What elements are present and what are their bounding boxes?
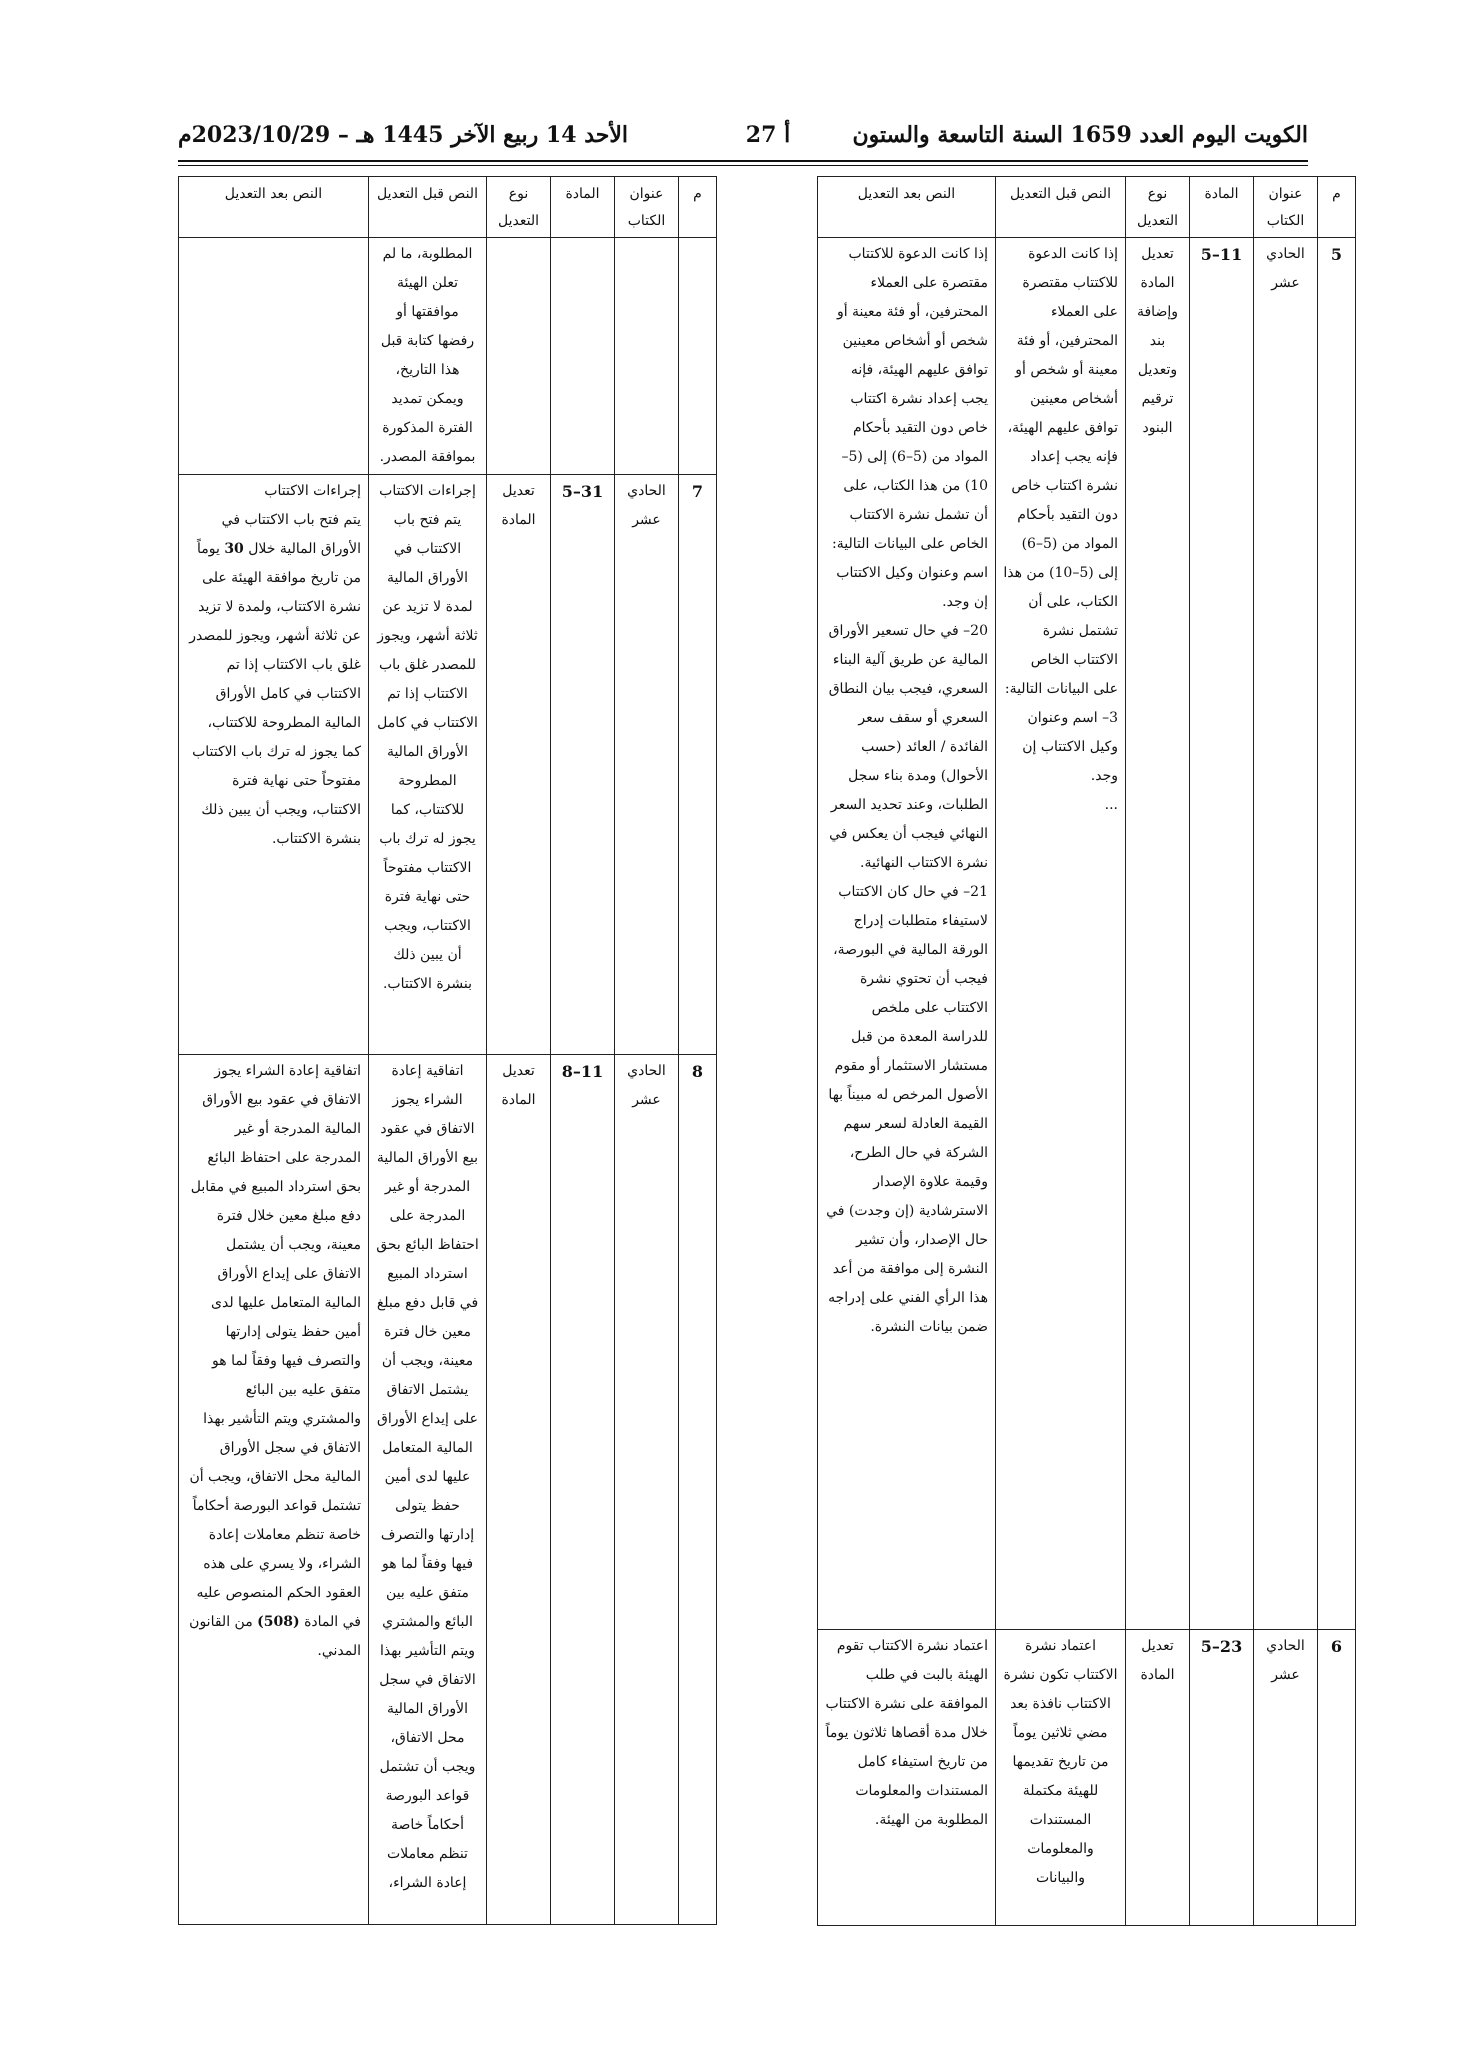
text-before: إجراءات الاكتتاب يتم فتح باب الاكتتاب في الأوراق المالية لمدة لا تزيد عن ثلاثة أشهر، ويجوز للمصدر غلق باب الاكتتاب إذا تم الاكتتاب في كامل الأوراق المالية المطروحة للاكتتاب، كما يجوز له ترك باب الاكتتاب مفتوحاً حتى نهاية فترة الاكتتاب، ويجب أن يبين ذلك بنشرة الاكتتاب.: [369, 475, 487, 1055]
book-title: الحادي عشر: [1254, 238, 1318, 1630]
page-number: أ 27: [745, 122, 791, 148]
article-number: 5–11: [1190, 238, 1254, 1630]
text-after-body-cont: يوماً من تاريخ موافقة الهيئة على نشرة الاكتتاب، ولمدة لا تزيد عن ثلاثة أشهر، ويجوز للمصدر غلق باب الاكتتاب إذا تم الاكتتاب في كامل الأوراق المالية المطروحة للاكتتاب، كما يجوز له ترك باب الاكتتاب مفتوحاً حتى نهاية فترة الاكتتاب، ويجب أن يبين ذلك بنشرة الاكتتاب.: [189, 541, 361, 847]
text-after-item-20: 20– في حال تسعير الأوراق المالية عن طريق آلية البناء السعري، فيجب بيان النطاق السعري أو سقف سعر الفائدة / العائد (حسب الأحوال) ومدة بناء سجل الطلبات، وعند تحديد السعر النهائي فيجب أن يعكس في نشرة الاكتتاب النهائية.: [828, 623, 988, 871]
col-header-type: نوع التعديل: [487, 177, 551, 238]
col-header-type: نوع التعديل: [1126, 177, 1190, 238]
article-number: 5–31: [551, 475, 615, 1055]
text-after: [818, 238, 996, 1630]
text-before-item: 3– اسم وعنوان وكيل الاكتتاب إن وجد.: [1022, 710, 1118, 784]
row-number: 6: [1318, 1630, 1356, 1926]
text-after-body: اتفاقية إعادة الشراء يجوز الاتفاق في عقود بيع الأوراق المالية المدرجة أو غير المدرجة على احتفاظ البائع بحق استرداد المبيع في مقابل دفع مبلغ معين خلال فترة معينة، ويجب أن يشتمل الاتفاق على إيداع الأوراق المالية المتعامل عليها لدى أمين حفظ يتولى إدارتها والتصرف فيها وفقاً لما هو متفق عليه بين البائع والمشتري ويتم التأشير بهذا الاتفاق في سجل الأوراق المالية محل الاتفاق، ويجب أن تشتمل قواعد البورصة أحكاماً خاصة تنظم معاملات إعادة الشراء، ولا يسري على هذه العقود الحكم المنصوص عليه في المادة: [189, 1063, 361, 1630]
text-after: [179, 1055, 369, 1925]
col-header-article: المادة: [551, 177, 615, 238]
col-header-before: النص قبل التعديل: [369, 177, 487, 238]
col-header-before: النص قبل التعديل: [996, 177, 1126, 238]
article-number: 8–11: [551, 1055, 615, 1925]
col-header-book: عنوان الكتاب: [615, 177, 679, 238]
text-after: اعتماد نشرة الاكتتاب تقوم الهيئة بالبت في طلب الموافقة على نشرة الاكتتاب خلال مدة أقصاها ثلاثون يوماً من تاريخ استيفاء كامل المستندات والمعلومات المطلوبة من الهيئة.: [818, 1630, 996, 1926]
text-after-item-3: اسم وعنوان وكيل الاكتتاب إن وجد.: [836, 565, 988, 610]
amendment-type: تعديل المادة: [1126, 1630, 1190, 1926]
col-header-book: عنوان الكتاب: [1254, 177, 1318, 238]
page-header: [178, 118, 1308, 158]
col-header-article: المادة: [1190, 177, 1254, 238]
text-before: [996, 238, 1126, 1630]
text-after-article-ref: (508): [257, 1614, 300, 1630]
amendments-table-right: [817, 176, 1356, 1926]
book-title: الحادي عشر: [615, 475, 679, 1055]
text-before: المطلوبة، ما لم تعلن الهيئة موافقتها أو رفضها كتابة قبل هذا التاريخ، ويمكن تمديد الفترة المذكورة بموافقة المصدر.: [369, 238, 487, 475]
text-after-body: إذا كانت الدعوة للاكتتاب مقتصرة على العملاء المحترفين، أو فئة معينة أو شخص أو أشخاص معينين توافق عليهم الهيئة، فإنه يجب إعداد نشرة اكتتاب خاص دون التقيد بأحكام المواد من (5–6) إلى (5–10) من هذا الكتاب، على أن تشمل نشرة الاكتتاب الخاص على البيانات التالية:: [832, 246, 988, 552]
text-after: [179, 475, 369, 1055]
table-row: [818, 1630, 1356, 1926]
header-rule-thin: [178, 165, 1308, 166]
text-before: اعتماد نشرة الاكتتاب تكون نشرة الاكتتاب نافذة بعد مضي ثلاثين يوماً من تاريخ تقديمها للهيئة مكتملة المستندات والمعلومات والبيانات: [996, 1630, 1126, 1926]
table-header-row: [818, 177, 1356, 238]
book-title: الحادي عشر: [615, 1055, 679, 1925]
table-row: [179, 475, 717, 1055]
text-after-days: 30: [224, 541, 244, 557]
row-number: 8: [679, 1055, 717, 1925]
table-row-continued: [179, 238, 717, 475]
header-rule: [178, 160, 1308, 162]
text-before: اتفاقية إعادة الشراء يجوز الاتفاق في عقود بيع الأوراق المالية المدرجة أو غير المدرجة على احتفاظ البائع بحق استرداد المبيع في قابل دفع مبلغ معين خال فترة معينة، ويجب أن يشتمل الاتفاق على إيداع الأوراق المالية المتعامل عليها لدى أمين حفظ يتولى إدارتها والتصرف فيها وفقاً لما هو متفق عليه بين البائع والمشتري ويتم التأشير بهذا الاتفاق في سجل الأوراق المالية محل الاتفاق، ويجب أن تشتمل قواعد البورصة أحكاماً خاصة تنظم معاملات إعادة الشراء،: [369, 1055, 487, 1925]
article-number: 5–23: [1190, 1630, 1254, 1926]
col-header-no: م: [1318, 177, 1356, 238]
text-after-title: إجراءات الاكتتاب: [264, 483, 361, 499]
ellipsis: ...: [1104, 797, 1118, 813]
table-header-row: [179, 177, 717, 238]
amendments-table-left: [178, 176, 717, 1925]
col-header-after: النص بعد التعديل: [179, 177, 369, 238]
text-after-body: يتم فتح باب الاكتتاب في الأوراق المالية خلال: [221, 512, 361, 557]
book-title: الحادي عشر: [1254, 1630, 1318, 1926]
table-row: [818, 238, 1356, 1630]
row-number: 5: [1318, 238, 1356, 1630]
amendment-type: تعديل المادة: [487, 475, 551, 1055]
issue-info: الكويت اليوم العدد 1659 السنة التاسعة والستون: [852, 122, 1308, 148]
amendment-type: تعديل المادة وإضافة بند وتعديل ترقيم البنود: [1126, 238, 1190, 1630]
col-header-no: م: [679, 177, 717, 238]
col-header-after: النص بعد التعديل: [818, 177, 996, 238]
amendment-type: تعديل المادة: [487, 1055, 551, 1925]
text-after-item-21: 21– في حال كان الاكتتاب لاستيفاء متطلبات إدراج الورقة المالية في البورصة، فيجب أن تحتوي نشرة الاكتتاب على ملخص للدراسة المعدة من قبل مستشار الاستثمار أو مقوم الأصول المرخص له مبيناً بها القيمة العادلة لسعر سهم الشركة في حال الطرح، وقيمة علاوة الإصدار الاسترشادية (إن وجدت) في حال الإصدار، وأن تشير النشرة إلى موافقة من أعد هذا الرأي الفني على إدراجه ضمن بيانات النشرة.: [826, 884, 988, 1335]
text-before-body: إذا كانت الدعوة للاكتتاب مقتصرة على العملاء المحترفين، أو فئة معينة أو شخص أو أشخاص معينين توافق عليهم الهيئة، فإنه يجب إعداد نشرة اكتتاب خاص دون التقيد بأحكام المواد من (5–6) إلى (5–10) من هذا الكتاب، على أن تشتمل نشرة الاكتتاب الخاص على البيانات التالية:: [1003, 246, 1118, 697]
issue-date: الأحد 14 ربيع الآخر 1445 هـ – 2023/10/29م: [178, 122, 628, 148]
table-row: [179, 1055, 717, 1925]
row-number: 7: [679, 475, 717, 1055]
text-after-body-cont: من القانون المدني.: [189, 1614, 361, 1659]
